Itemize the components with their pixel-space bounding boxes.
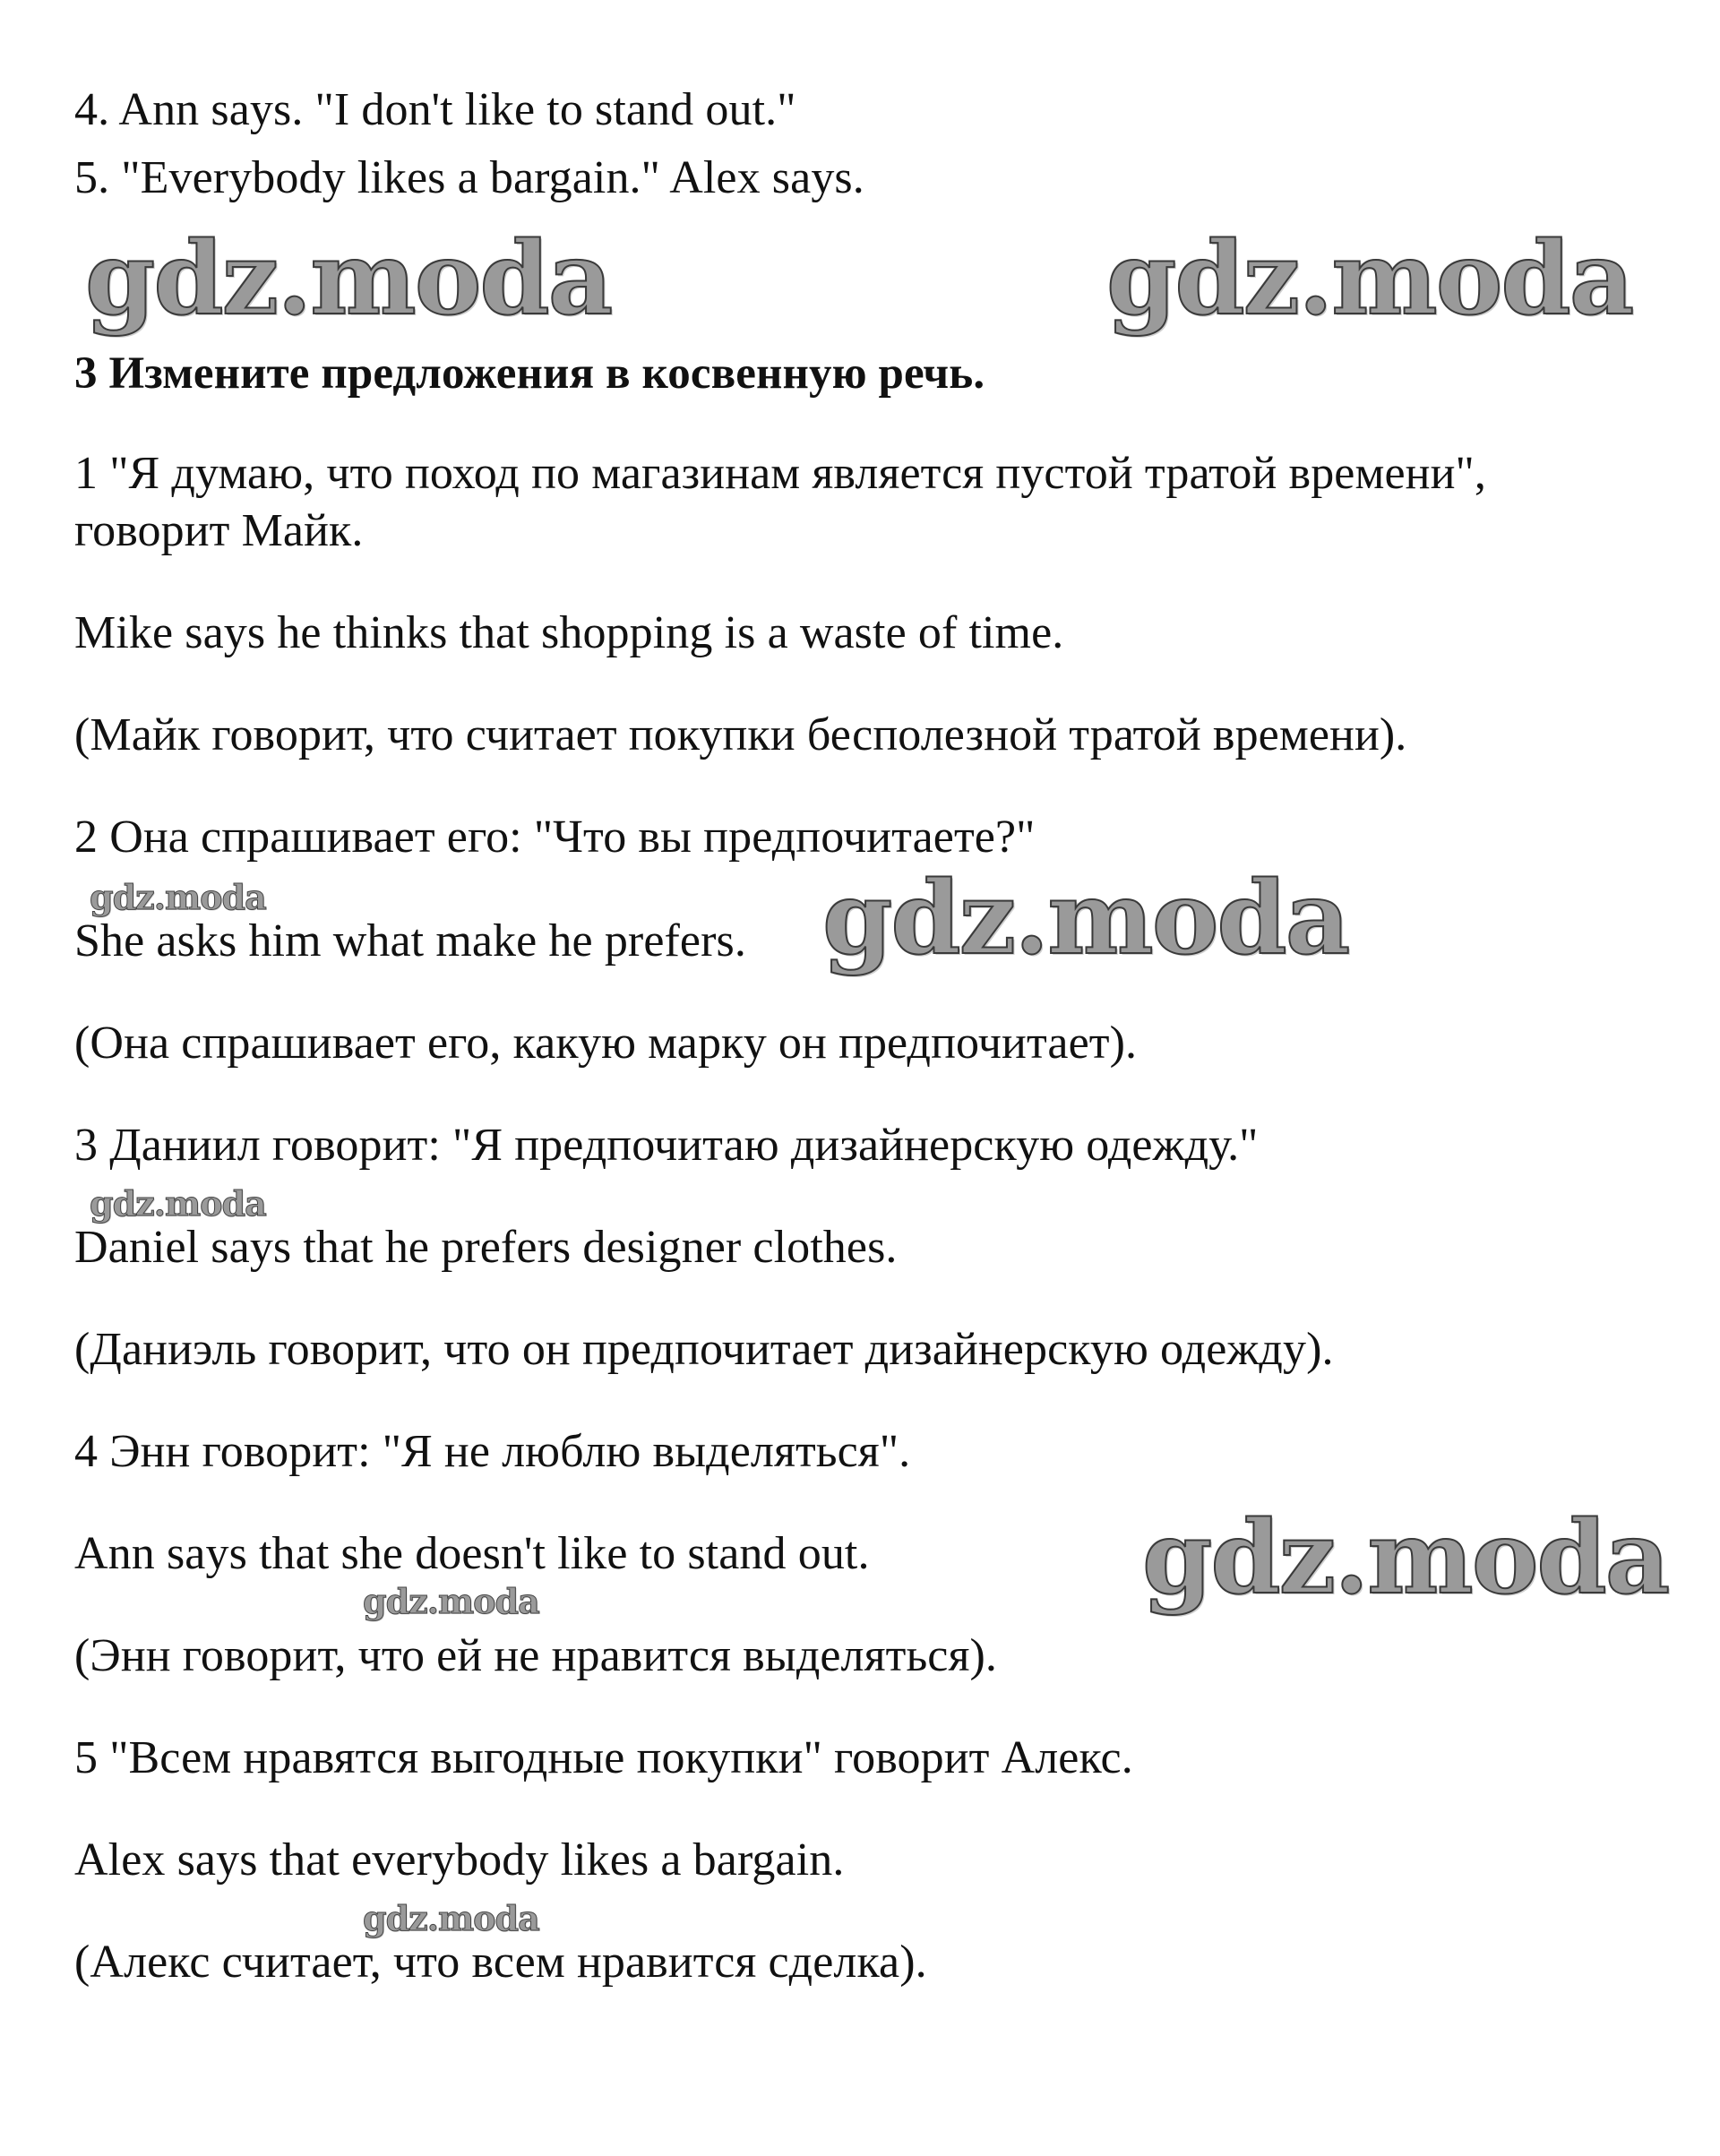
item-5-translation: (Алекс считает, что всем нравится сделка). — [74, 1937, 927, 1988]
watermark-logo: gdz.moda — [90, 1183, 266, 1224]
item-4-answer: Ann says that she doesn't like to stand out. — [74, 1528, 870, 1579]
watermark-logo: gdz.moda — [1106, 220, 1633, 338]
item-3-answer: Daniel says that he prefers designer clothes. — [74, 1222, 898, 1273]
watermark-logo: gdz.moda — [1142, 1499, 1669, 1617]
item-1-prompt-continued: говорит Майк. — [74, 505, 364, 556]
item-2-answer: She asks him what make he prefers. — [74, 915, 746, 966]
item-5-answer: Alex says that everybody likes a bargain. — [74, 1834, 845, 1885]
item-2-prompt: 2 Она спрашивает его: "Что вы предпочитаете?" — [74, 812, 1036, 863]
watermark-logo: gdz.moda — [90, 877, 266, 917]
watermark-logo: gdz.moda — [85, 220, 612, 338]
item-3-prompt: 3 Даниил говорит: "Я предпочитаю дизайнерскую одежду." — [74, 1120, 1259, 1171]
item-1-answer: Mike says he thinks that shopping is a waste of time. — [74, 607, 1064, 658]
item-5-prompt: 5 "Всем нравятся выгодные покупки" говорит Алекс. — [74, 1732, 1133, 1783]
top-line-5: 5. "Everybody likes a bargain." Alex says. — [74, 152, 864, 203]
top-line-4: 4. Ann says. "I don't like to stand out." — [74, 84, 796, 135]
watermark-logo: gdz.moda — [822, 860, 1349, 977]
item-4-translation: (Энн говорит, что ей не нравится выделяться). — [74, 1630, 997, 1681]
item-1-translation: (Майк говорит, что считает покупки бесполезной тратой времени). — [74, 709, 1407, 760]
section-heading: 3 Измените предложения в косвенную речь. — [74, 348, 985, 399]
item-3-translation: (Даниэль говорит, что он предпочитает дизайнерскую одежду). — [74, 1324, 1334, 1375]
item-2-translation: (Она спрашивает его, какую марку он предпочитает). — [74, 1018, 1138, 1069]
item-1-prompt: 1 "Я думаю, что поход по магазинам является пустой тратой времени", — [74, 448, 1486, 499]
watermark-logo: gdz.moda — [363, 1581, 539, 1621]
item-4-prompt: 4 Энн говорит: "Я не люблю выделяться". — [74, 1426, 911, 1477]
watermark-logo: gdz.moda — [363, 1898, 539, 1938]
